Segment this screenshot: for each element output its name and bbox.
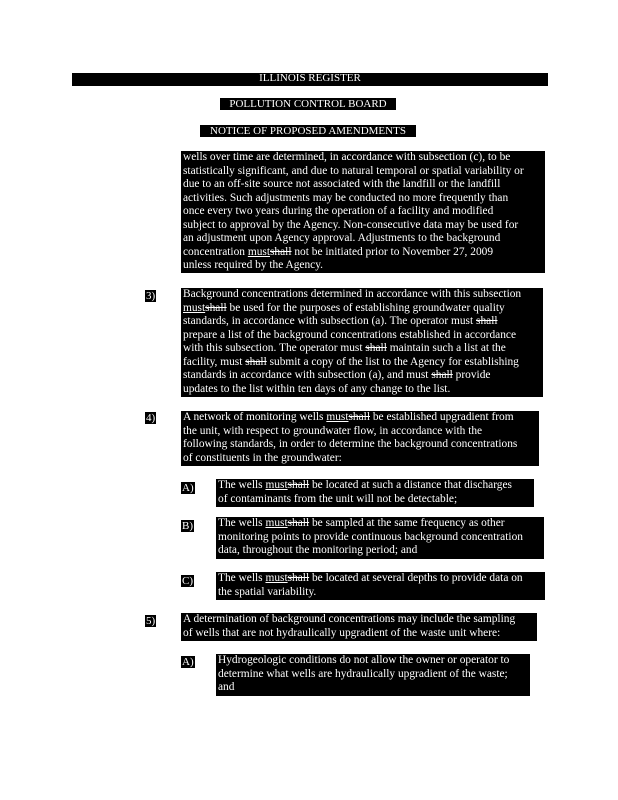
- struck-text: shall: [365, 342, 387, 355]
- text-run: concentration: [183, 245, 248, 258]
- inserted-text: must: [265, 479, 288, 491]
- item-5-paragraph: [181, 613, 537, 641]
- text-line: following standards, in order to determine the background concentrations: [183, 438, 518, 451]
- text-run: provide: [452, 369, 491, 382]
- text-line: once every two years during the operation of a facility and modified: [183, 205, 494, 218]
- text-run: be sampled at the same frequency as other: [309, 517, 505, 529]
- inserted-text: must: [183, 301, 206, 314]
- text-line: an adjustment upon Agency approval. Adjustments to the background: [183, 232, 501, 245]
- struck-text: shall: [431, 369, 453, 382]
- text-line: updates to the list within ten days of any change to the list.: [183, 382, 451, 395]
- struck-text: shall: [205, 301, 227, 314]
- item-4a-paragraph: [216, 479, 534, 507]
- struck-text: shall: [348, 411, 370, 423]
- text-line: of wells that are not hydraulically upgradient of the waste unit where:: [183, 626, 501, 639]
- item-3-paragraph: [181, 288, 543, 397]
- item-4a-marker: A): [182, 482, 194, 494]
- text-run: with this subsection. The operator must: [183, 342, 366, 355]
- item-4c-paragraph: [216, 572, 545, 600]
- notice-title: NOTICE OF PROPOSED AMENDMENTS: [210, 125, 406, 137]
- text-line: [183, 315, 541, 329]
- text-run: A network of monitoring wells: [183, 411, 327, 423]
- text-line: data, throughout the monitoring period; and: [218, 544, 418, 557]
- text-line: and: [218, 681, 235, 694]
- text-run: not be initiated prior to November 27, 2009: [291, 245, 494, 258]
- text-run: The wells: [218, 517, 266, 529]
- text-line: statistically significant, and due to natural temporal or spatial variability or: [183, 164, 524, 177]
- text-line: the spatial variability.: [218, 585, 317, 598]
- text-line: Background concentrations determined in accordance with this subsection: [183, 288, 522, 300]
- text-line: [218, 479, 532, 493]
- inserted-text: must: [265, 517, 288, 529]
- item-5-marker: 5): [146, 615, 156, 627]
- text-run: be located at such a distance that discharges: [309, 479, 512, 491]
- text-line: [183, 246, 543, 260]
- text-line: due to an off-site source not associated with the landfill or the landfill: [183, 178, 501, 191]
- text-line: [183, 356, 541, 370]
- inserted-text: must: [326, 411, 349, 423]
- item-4b-marker: B): [182, 520, 193, 532]
- text-line: [218, 517, 542, 531]
- header-register: [72, 73, 548, 84]
- inserted-text: must: [247, 245, 270, 258]
- text-line: subject to approval by the Agency. Non-consecutive data may be used for: [183, 218, 519, 231]
- text-run: The wells: [218, 572, 266, 584]
- text-line: [183, 411, 537, 425]
- text-line: monitoring points to provide continuous background concentration: [218, 530, 523, 543]
- text-line: the unit, with respect to groundwater flow, in accordance with the: [183, 424, 483, 437]
- text-run: standards in accordance with subsection (a), and must: [183, 369, 432, 382]
- text-run: be used for the purposes of establishing groundwater quality: [226, 301, 505, 314]
- item-3-marker: 3): [146, 290, 156, 302]
- text-line: unless required by the Agency.: [183, 259, 324, 272]
- item-4-marker: 4): [146, 412, 156, 424]
- inserted-text: must: [265, 572, 288, 584]
- header-notice: [200, 125, 416, 137]
- text-run: The wells: [218, 479, 266, 491]
- struck-text: shall: [287, 517, 310, 529]
- board-title: POLLUTION CONTROL BOARD: [229, 98, 387, 110]
- register-title: ILLINOIS REGISTER: [259, 73, 361, 84]
- text-run: maintain such a list at the: [386, 342, 506, 355]
- text-run: standards, in accordance with subsection (a). The operator must: [183, 315, 477, 328]
- text-run: be established upgradient from: [370, 411, 514, 423]
- item-5a-marker: A): [182, 656, 194, 668]
- struck-text: shall: [270, 245, 292, 258]
- struck-text: shall: [476, 315, 498, 328]
- text-run: facility, must: [183, 355, 246, 368]
- text-line: of constituents in the groundwater:: [183, 451, 342, 464]
- struck-text: shall: [245, 355, 267, 368]
- header-rule: [72, 84, 548, 86]
- text-line: [183, 369, 541, 383]
- item-5a-paragraph: [216, 654, 530, 696]
- text-line: of contaminants from the unit will not be detectable;: [218, 492, 458, 505]
- text-line: Hydrogeologic conditions do not allow the owner or operator to: [218, 654, 510, 666]
- struck-text: shall: [287, 479, 310, 491]
- text-line: [218, 572, 543, 586]
- header-board: [220, 98, 396, 110]
- continued-paragraph: [181, 151, 545, 273]
- item-4b-paragraph: [216, 517, 544, 559]
- text-line: wells over time are determined, in accordance with subsection (c), to be: [183, 151, 511, 163]
- text-line: [183, 342, 541, 356]
- item-4-paragraph: [181, 411, 539, 466]
- text-line: prepare a list of the background concentrations established in accordance: [183, 328, 517, 341]
- text-line: determine what wells are hydraulically upgradient of the waste;: [218, 667, 508, 680]
- text-run: submit a copy of the list to the Agency for establishing: [266, 355, 519, 368]
- struck-text: shall: [287, 572, 310, 584]
- item-4c-marker: C): [182, 575, 193, 587]
- text-line: [183, 302, 541, 316]
- text-line: activities. Such adjustments may be conducted no more frequently than: [183, 191, 509, 204]
- text-run: be located at several depths to provide data on: [309, 572, 523, 584]
- text-line: A determination of background concentrations may include the sampling: [183, 613, 516, 625]
